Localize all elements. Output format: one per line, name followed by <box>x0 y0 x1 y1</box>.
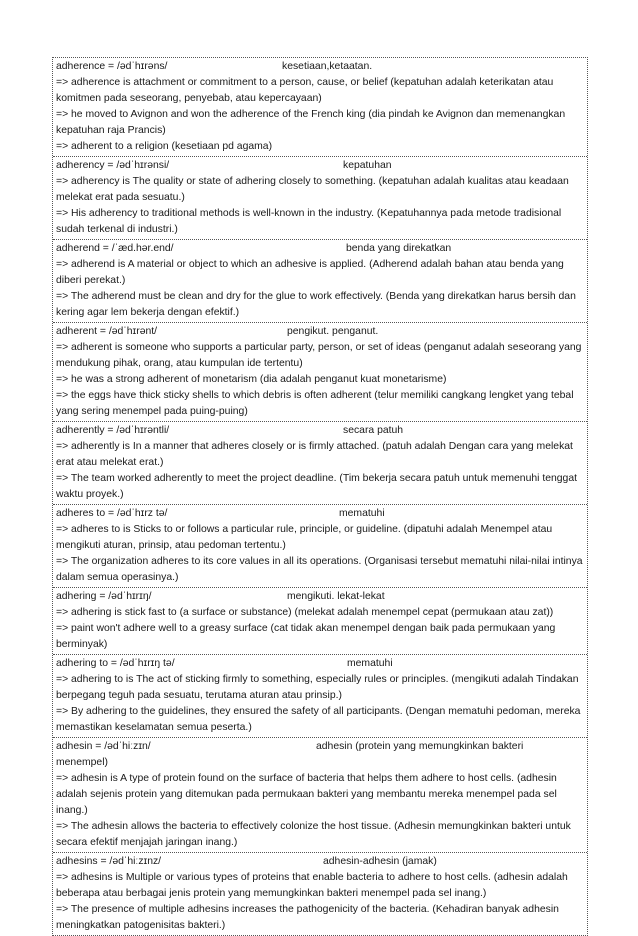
entry-line: => paint won't adhere well to a greasy surface (cat tidak akan menempel dengan baik pada permukaan yang berminyak) <box>56 623 556 650</box>
glossary-entry <box>53 588 587 655</box>
entry-header <box>56 656 585 672</box>
entry-line: => His adherency to traditional methods is well-known in the industry. (Kepatuhannya pada metode tradisional sudah terkenal di industri.) <box>56 208 562 235</box>
entry-header <box>56 158 585 174</box>
entry-line: => The presence of multiple adhesins increases the pathogenicity of the bacteria. (Kehadiran banyak adhesin meningkatkan patogenisitas bakteri.) <box>56 904 559 931</box>
entry-header <box>56 739 585 755</box>
entry-header <box>56 854 585 870</box>
entry-meaning: kesetiaan,ketaatan. <box>282 61 373 72</box>
entry-meaning: mematuhi <box>339 508 385 519</box>
glossary-entry <box>53 422 587 505</box>
entry-header <box>56 506 585 522</box>
entry-line: => adherend is A material or object to which an adhesive is applied. (Adherend adalah bahan atau benda yang diberi perekat.) <box>56 259 564 286</box>
entry-line: => he moved to Avignon and won the adherence of the French king (dia pindah ke Avignon dan memenangkan kepatuhan raja Prancis) <box>56 109 566 136</box>
entry-meaning: pengikut. penganut. <box>287 326 379 337</box>
glossary-entry <box>53 157 587 240</box>
entry-line: => The team worked adherently to meet the project deadline. (Tim bekerja secara patuh untuk memenuhi tenggat waktu proyek.) <box>56 473 577 500</box>
entry-line: => adhering is stick fast to (a surface or substance) (melekat adalah menempel cepat (permukaan atau zat)) <box>56 607 554 618</box>
entry-term: adhesin = /ədˈhiːzɪn/ <box>56 741 151 752</box>
entry-meaning: mengikuti. lekat-lekat <box>287 591 385 602</box>
entry-term: adherent = /ədˈhɪrənt/ <box>56 326 158 337</box>
entry-line: => adherence is attachment or commitment to a person, cause, or belief (kepatuhan adalah keterikatan atau komitmen pada seseorang, penyebab, atau kepercayaan) <box>56 77 554 104</box>
entry-line: => By adhering to the guidelines, they ensured the safety of all participants. (Dengan mematuhi pedoman, mereka memastikan keselamatan semua peserta.) <box>56 706 581 733</box>
entry-term: adherence = /ədˈhɪrəns/ <box>56 61 168 72</box>
entry-header <box>56 59 585 75</box>
entry-line: => adherent is someone who supports a particular party, person, or set of ideas (penganut adalah seseorang yang mendukung pihak, orang, atau kumpulan ide tertentu) <box>56 342 582 369</box>
glossary-entry <box>53 738 587 853</box>
entry-meaning: adhesin-adhesin (jamak) <box>323 856 437 867</box>
entry-meaning: secara patuh <box>343 425 404 436</box>
entry-line: => adherency is The quality or state of adhering closely to something. (kepatuhan adalah kualitas atau keadaan melekat erat pada sesuatu.) <box>56 176 569 203</box>
entry-line: => The organization adheres to its core values in all its operations. (Organisasi tersebut mematuhi nilai-nilai intinya dalam semua operasinya.) <box>56 556 583 583</box>
entry-term: adheres to = /ədˈhɪrz tə/ <box>56 508 168 519</box>
glossary-table <box>52 57 588 936</box>
entry-line: => the eggs have thick sticky shells to which debris is often adherent (telur memiliki cangkang lengket yang tebal yang sering menempel pada puing-puing) <box>56 390 574 417</box>
entry-meaning: mematuhi <box>347 658 393 669</box>
entry-line: menempel) <box>56 757 108 768</box>
entry-meaning: kepatuhan <box>343 160 392 171</box>
entry-term: adhering = /ədˈhɪrɪŋ/ <box>56 591 152 602</box>
entry-term: adherently = /ədˈhɪrəntli/ <box>56 425 170 436</box>
glossary-entry <box>53 323 587 422</box>
entry-line: => adhesins is Multiple or various types of proteins that enable bacteria to adhere to host cells. (adhesin adalah beberapa atau berbagai jenis protein yang memungkinkan bakteri menempel pada sel inang.) <box>56 872 568 899</box>
entry-line: => he was a strong adherent of monetarism (dia adalah penganut kuat monetarisme) <box>56 374 447 385</box>
entry-line: => The adhesin allows the bacteria to effectively colonize the host tissue. (Adhesin memungkinkan bakteri untuk secara efektif menjajah jaringan inang.) <box>56 821 571 848</box>
glossary-entry <box>53 58 587 157</box>
entry-term: adherend = /ˈæd.hər.end/ <box>56 243 174 254</box>
entry-line: => adhering to is The act of sticking firmly to something, especially rules or principles. (mengikuti adalah Tindakan berpegang teguh pada sesuatu, terutama aturan atau prinsip.) <box>56 674 579 701</box>
entry-header <box>56 241 585 257</box>
glossary-entry <box>53 853 587 935</box>
glossary-entry <box>53 240 587 323</box>
entry-header <box>56 423 585 439</box>
entry-term: adhering to = /ədˈhɪrɪŋ tə/ <box>56 658 175 669</box>
entry-line: => adherently is In a manner that adheres closely or is firmly attached. (patuh adalah Dengan cara yang melekat erat atau melekat erat.) <box>56 441 573 468</box>
entry-meaning: adhesin (protein yang memungkinkan bakteri <box>316 741 524 752</box>
entry-term: adhesins = /ədˈhiːzɪnz/ <box>56 856 162 867</box>
entry-line: => adhesin is A type of protein found on the surface of bacteria that helps them adhere to host cells. (adhesin adalah sejenis protein yang ditemukan pada permukaan bakteri yang membantu mereka menempel pada sel inang.) <box>56 773 557 816</box>
glossary-entry <box>53 505 587 588</box>
entry-line: => The adherend must be clean and dry for the glue to work effectively. (Benda yang direkatkan harus bersih dan kering agar lem bekerja dengan efektif.) <box>56 291 576 318</box>
entry-line: => adherent to a religion (kesetiaan pd agama) <box>56 141 273 152</box>
glossary-entry <box>53 655 587 738</box>
entry-header <box>56 589 585 605</box>
entry-line: => adheres to is Sticks to or follows a particular rule, principle, or guideline. (dipatuhi adalah Menempel atau mengikuti aturan, prinsip, atau pedoman tertentu.) <box>56 524 553 551</box>
entry-term: adherency = /ədˈhɪrənsi/ <box>56 160 170 171</box>
entry-header <box>56 324 585 340</box>
entry-meaning: benda yang direkatkan <box>346 243 452 254</box>
